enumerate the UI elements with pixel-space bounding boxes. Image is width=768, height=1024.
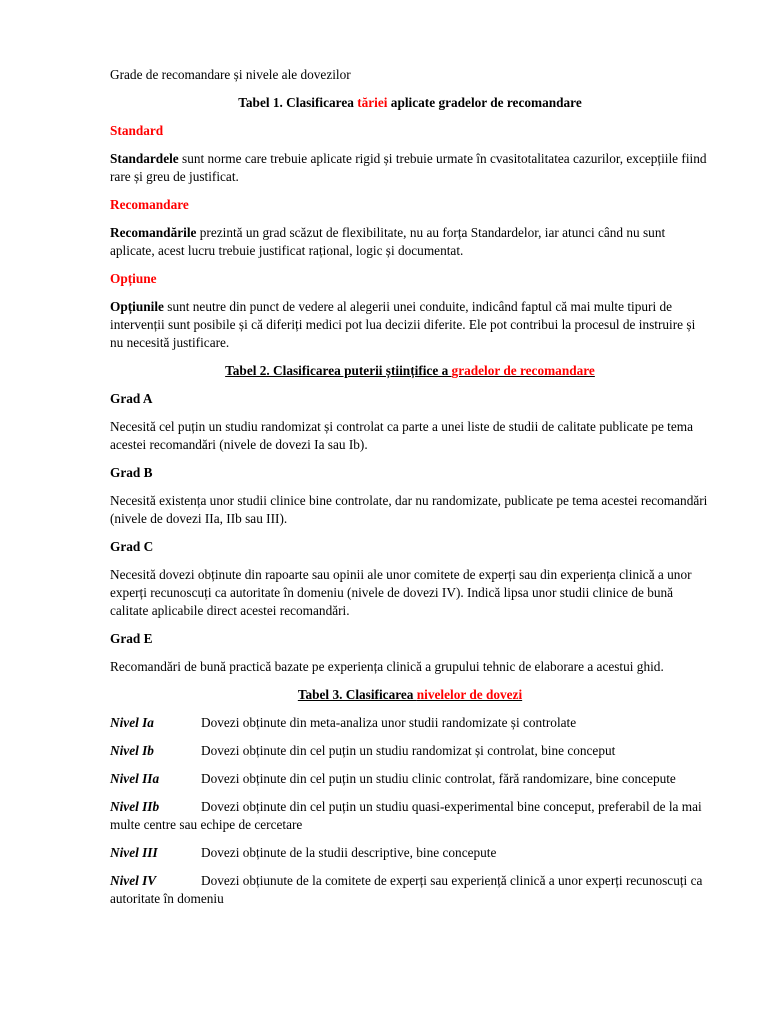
level-text: Dovezi obțiunute de la comitete de experți sau experiență clinică a unor experți recunoscuți ca autoritate în domeniu: [110, 873, 703, 906]
table1-title-suffix: aplicate gradelor de recomandare: [387, 95, 582, 110]
grad-b-heading: Grad B: [110, 465, 153, 480]
optiune-description: [110, 298, 710, 352]
grad-c-text: Necesită dovezi obținute din rapoarte sau opinii ale unor comitete de experți sau din experiența clinică a unor experți recunoscuți ca autoritate în domeniu (nivele de dovezi IV). Indică lipsa unor studii clinice de bună calitate aplicabile direct acestei recomandări.: [110, 567, 692, 618]
level-text: Dovezi obținute din meta-analiza unor studii randomizate și controlate: [201, 715, 577, 730]
optiune-heading: Opțiune: [110, 271, 157, 286]
grad-b-text: Necesită existența unor studii clinice bine controlate, dar nu randomizate, publicate pe tema acestei recomandări (nivele de dovezi IIa, IIb sau III).: [110, 493, 708, 526]
level-label: Nivel IV: [110, 873, 157, 888]
document-intro: Grade de recomandare și nivele ale dovezilor: [110, 67, 351, 82]
standard-lead: Standardele: [110, 151, 179, 166]
grad-e-text: Recomandări de bună practică bazate pe experiența clinică a grupului tehnic de elaborare a acestui ghid.: [110, 659, 664, 674]
table3-title-highlight: nivelelor de dovezi: [416, 687, 523, 702]
level-row-ia: [110, 714, 710, 732]
recomandare-lead: Recomandările: [110, 225, 197, 240]
grad-c-heading: Grad C: [110, 539, 154, 554]
level-label: Nivel Ia: [110, 715, 154, 730]
level-label: Nivel III: [110, 845, 158, 860]
recomandare-description: [110, 224, 710, 260]
standard-text: sunt norme care trebuie aplicate rigid și trebuie urmate în cvasitotalitatea cazurilor, excepțiile fiind rare și greu de justificat.: [110, 151, 707, 184]
table1-title-prefix: Tabel 1. Clasificarea: [238, 95, 358, 110]
standard-description: [110, 150, 710, 186]
optiune-lead: Opțiunile: [110, 299, 164, 314]
recomandare-heading: Recomandare: [110, 197, 189, 212]
level-row-iv: [110, 872, 710, 908]
level-text: Dovezi obținute din cel puțin un studiu randomizat și controlat, bine conceput: [201, 743, 616, 758]
standard-heading: Standard: [110, 123, 164, 138]
grad-a-text: Necesită cel puțin un studiu randomizat și controlat ca parte a unei liste de studii de calitate publicate pe tema acestei recomandări (nivele de dovezi Ia sau Ib).: [110, 419, 694, 452]
table3-title: [110, 686, 710, 704]
level-label: Nivel IIa: [110, 771, 160, 786]
recomandare-text: prezintă un grad scăzut de flexibilitate, nu au forța Standardelor, iar atunci când nu sunt aplicate, acest lucru trebuie justificat rațional, logic și documentat.: [110, 225, 666, 258]
grad-e-heading: Grad E: [110, 631, 153, 646]
level-label: Nivel IIb: [110, 799, 160, 814]
level-row-iia: [110, 770, 710, 788]
table2-title-highlight: gradelor de recomandare: [451, 363, 595, 378]
grad-a-heading: Grad A: [110, 391, 153, 406]
table3-title-prefix: Tabel 3. Clasificarea: [297, 687, 417, 702]
table1-title-highlight: tăriei: [357, 95, 388, 110]
level-text: Dovezi obținute din cel puțin un studiu clinic controlat, fără randomizare, bine concepute: [201, 771, 676, 786]
level-text: Dovezi obținute din cel puțin un studiu quasi-experimental bine conceput, preferabil de la mai multe centre sau echipe de cercetare: [110, 799, 702, 832]
level-row-ib: [110, 742, 710, 760]
level-label: Nivel Ib: [110, 743, 154, 758]
table2-title-prefix: Tabel 2. Clasificarea puterii științifice a: [225, 363, 452, 378]
level-row-iib: [110, 798, 710, 834]
level-row-iii: [110, 844, 710, 862]
document-page: [110, 66, 710, 918]
table2-title: [110, 362, 710, 380]
level-text: Dovezi obținute de la studii descriptive, bine concepute: [201, 845, 497, 860]
table1-title: [110, 94, 710, 112]
optiune-text: sunt neutre din punct de vedere al alegerii unei conduite, indicând faptul că mai multe tipuri de intervenții sunt posibile și că diferiți medici pot lua decizii diferite. Ele pot contribui la procesul de instruire și nu necesită justificare.: [110, 299, 696, 350]
